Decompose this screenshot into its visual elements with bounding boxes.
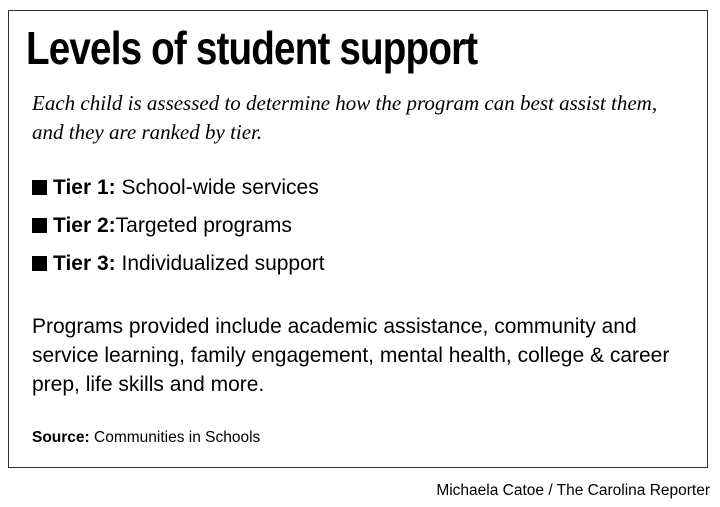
square-bullet-icon [32, 256, 47, 271]
infobox-title: Levels of student support [26, 22, 478, 74]
tier-item-2 [32, 210, 325, 248]
source-text: Communities in Schools [89, 429, 261, 446]
tier-label: Tier 3: [53, 252, 116, 275]
tier-description: School-wide services [115, 176, 319, 199]
tier-label: Tier 1: [53, 176, 116, 199]
tier-description: Individualized support [115, 252, 325, 275]
tier-list [32, 172, 325, 286]
source-line [32, 428, 260, 448]
source-label: Source: [32, 429, 90, 446]
tier-item-3 [32, 248, 325, 286]
photo-credit: Michaela Catoe / The Carolina Reporter [436, 482, 710, 499]
programs-text: Programs provided include academic assistance, community and service learning, family engagement, mental health, college & career prep, life skills and more. [32, 315, 670, 396]
square-bullet-icon [32, 180, 47, 195]
intro-text: Each child is assessed to determine how the program can best assist them, and they are ranked by tier. [32, 91, 658, 144]
square-bullet-icon [32, 218, 47, 233]
tier-item-1 [32, 172, 325, 210]
tier-label: Tier 2: [53, 214, 116, 237]
tier-description: Targeted programs [115, 214, 292, 237]
